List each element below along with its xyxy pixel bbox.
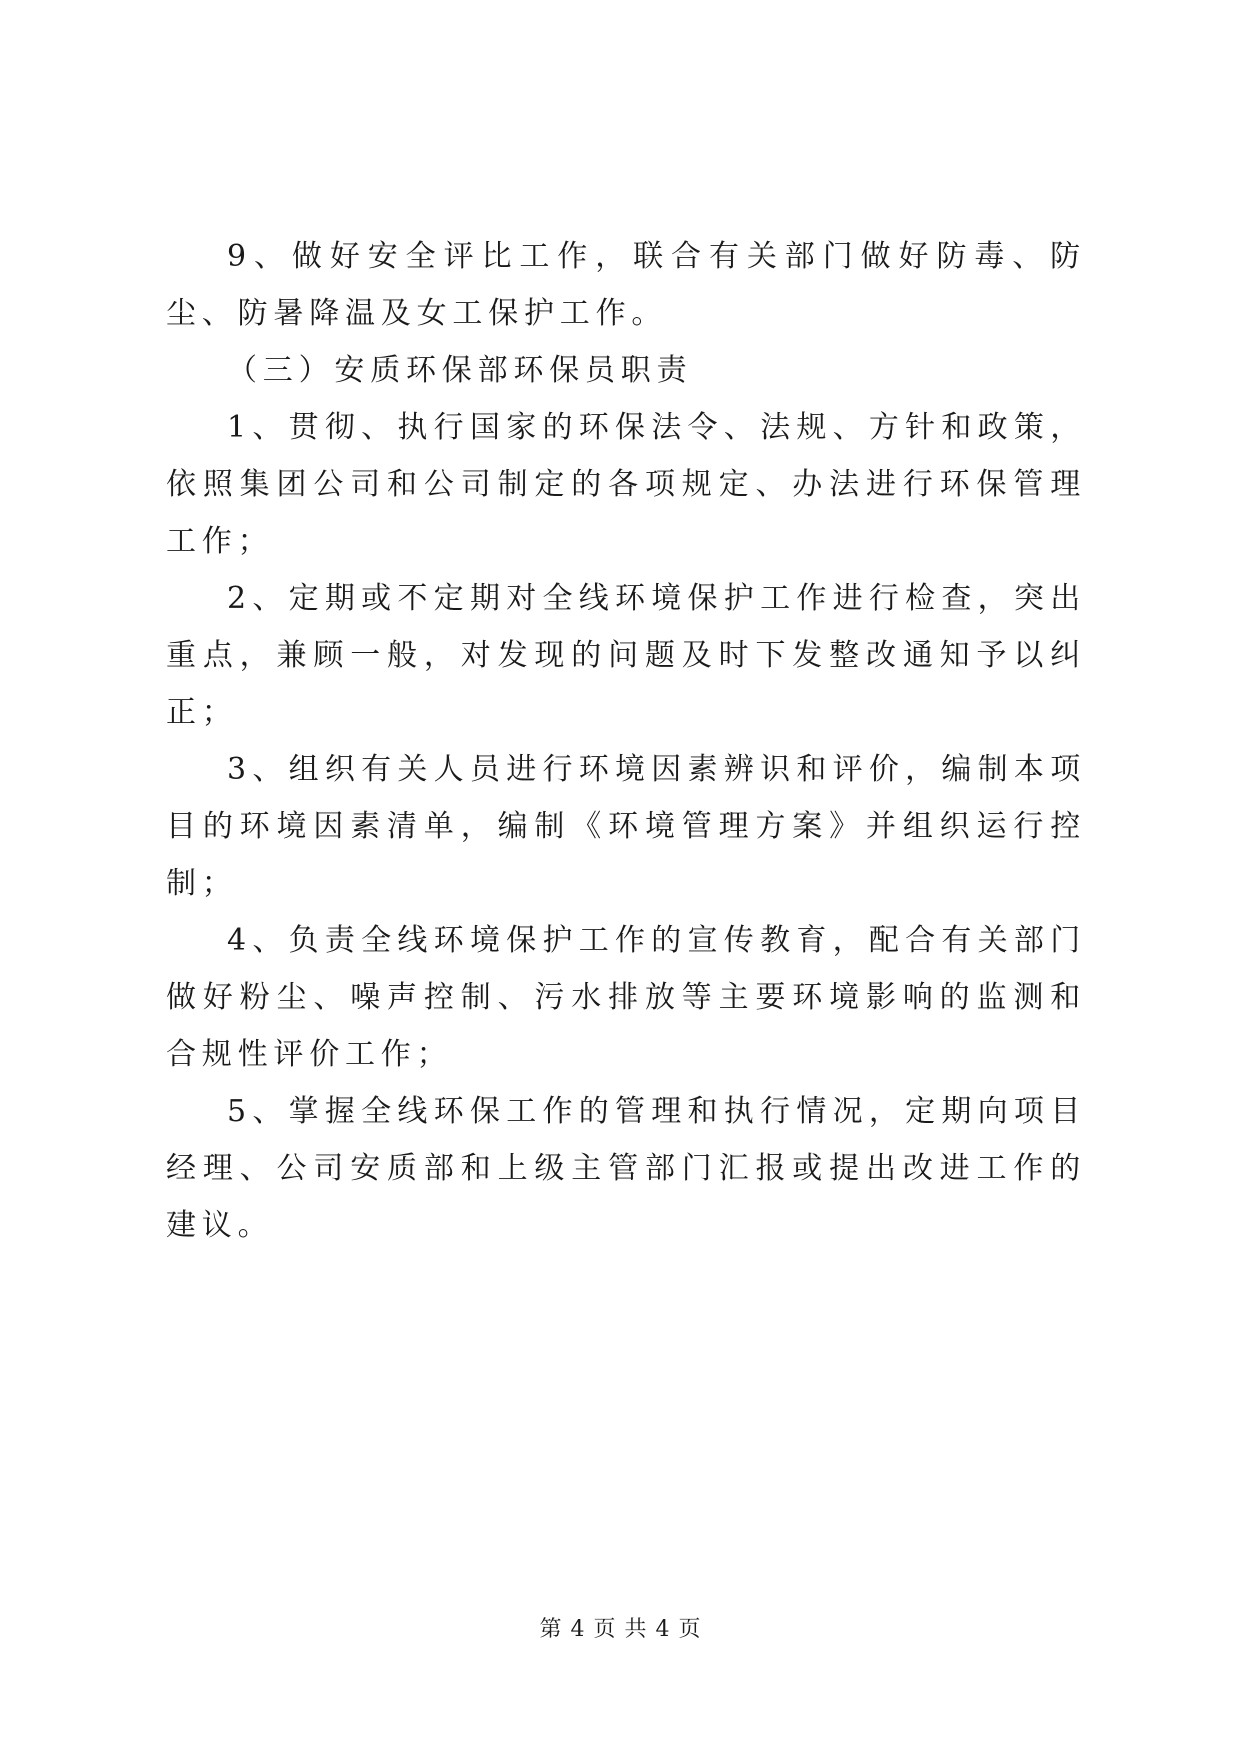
paragraph-item-4: 4、负责全线环境保护工作的宣传教育，配合有关部门做好粉尘、噪声控制、污水排放等主要环境影响的监测和合规性评价工作； xyxy=(166,923,1086,1072)
section-heading: （三）安质环保部环保员职责 xyxy=(227,353,693,388)
paragraph-item-5: 5、掌握全线环保工作的管理和执行情况，定期向项目经理、公司安质部和上级主管部门汇报或提出改进工作的建议。 xyxy=(166,1094,1086,1243)
page-footer: 第 4 页 共 4 页 xyxy=(539,1617,702,1642)
document-body xyxy=(166,228,1086,1254)
paragraph-item-1: 1、贯彻、执行国家的环保法令、法规、方针和政策，依照集团公司和公司制定的各项规定、办法进行环保管理工作； xyxy=(166,410,1086,559)
paragraph-item-3: 3、组织有关人员进行环境因素辨识和评价，编制本项目的环境因素清单，编制《环境管理方案》并组织运行控制； xyxy=(166,752,1086,901)
paragraph-item-9: 9、做好安全评比工作，联合有关部门做好防毒、防尘、防暑降温及女工保护工作。 xyxy=(166,239,1086,331)
paragraph-item-2: 2、定期或不定期对全线环境保护工作进行检查，突出重点，兼顾一般，对发现的问题及时下发整改通知予以纠正； xyxy=(166,581,1086,730)
